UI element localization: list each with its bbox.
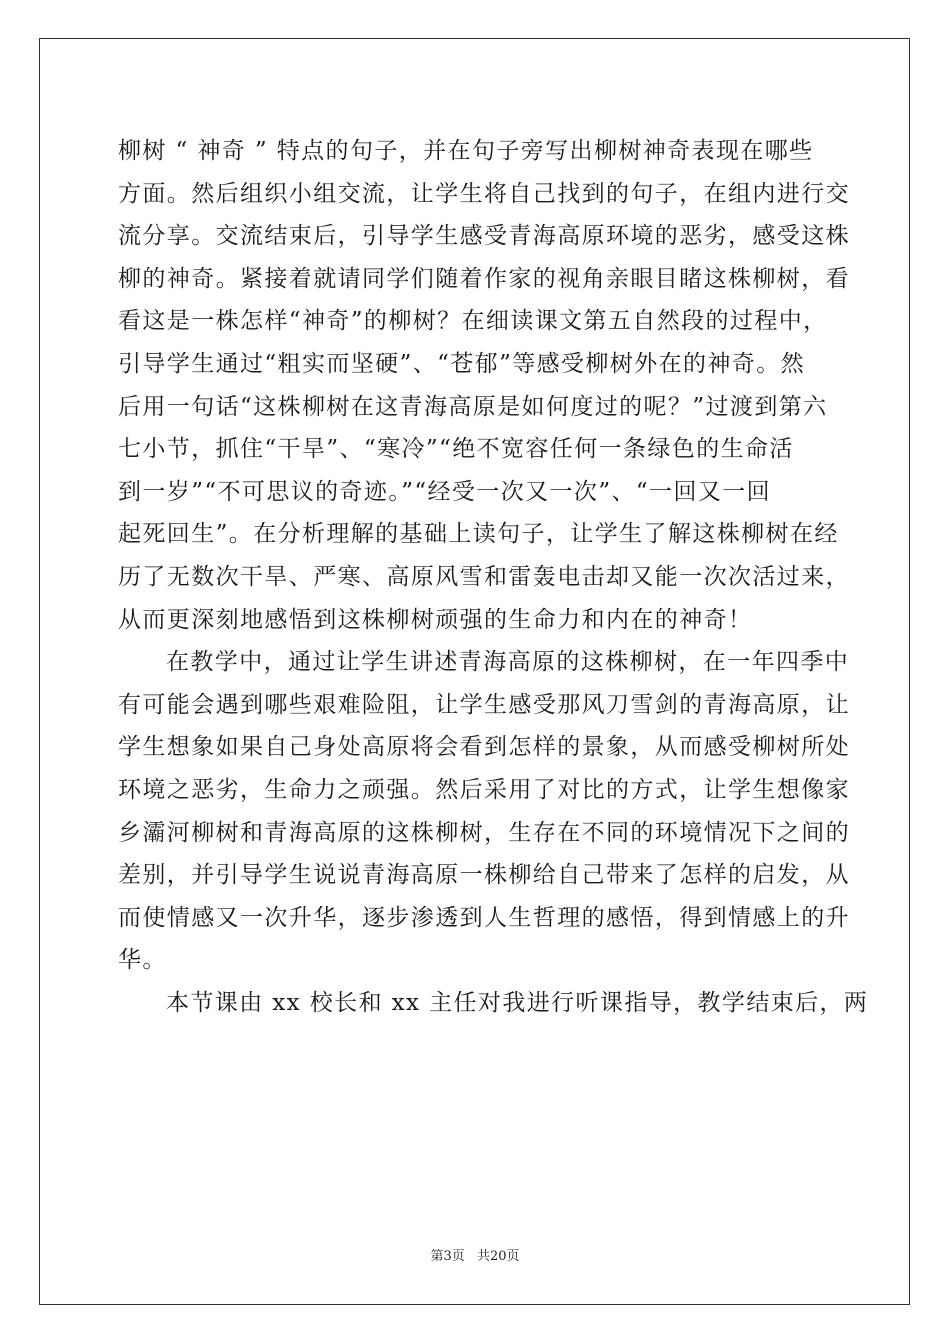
text-line: 后用一句话“这株柳树在这青海高原是如何度过的呢？”过渡到第六 — [118, 393, 828, 420]
text-line: 看这是一株怎样“神奇”的柳树？在细读课文第五自然段的过程中， — [118, 308, 828, 335]
text-line: 乡灞河柳树和青海高原的这株柳树，生存在不同的环境情况下之间的 — [118, 819, 850, 846]
text-line: 从而更深刻地感悟到这株柳树顽强的生命力和内在的神奇！ — [118, 606, 753, 633]
text-line: 到一岁”“不可思议的奇迹。”“经受一次又一次”、“一回又一回 — [118, 478, 772, 505]
paragraph-2 — [118, 641, 850, 982]
text-line: 七小节，抓住“干旱”、“寒冷”“绝不宽容任何一条绿色的生命活 — [118, 436, 794, 463]
page-footer — [0, 1245, 950, 1264]
document-body — [118, 130, 869, 1024]
text-line: 流分享。交流结束后，引导学生感受青海高原环境的恶劣，感受这株 — [118, 223, 850, 250]
page-number: 第3页 — [430, 1249, 465, 1264]
text-line: 本节课由 xx 校长和 xx 主任对我进行听课指导，教学结束后，两 — [166, 989, 869, 1016]
paragraph-3 — [118, 982, 869, 1025]
text-line: 历了无数次干旱、严寒、高原风雪和雷轰电击却又能一次次活过来， — [118, 563, 850, 590]
text-line: 环境之恶劣，生命力之顽强。然后采用了对比的方式，让学生想像家 — [118, 776, 850, 803]
text-line: 在教学中，通过让学生讲述青海高原的这株柳树，在一年四季中 — [166, 649, 850, 676]
text-line: 方面。然后组织小组交流，让学生将自己找到的句子，在组内进行交 — [118, 180, 850, 207]
text-line: 柳的神奇。紧接着就请同学们随着作家的视角亲眼目睹这株柳树，看 — [118, 265, 850, 292]
page-total: 共20页 — [476, 1249, 520, 1264]
text-line: 差别，并引导学生说说青海高原一株柳给自己带来了怎样的启发，从 — [118, 862, 850, 889]
text-line: 华。 — [118, 947, 167, 974]
text-line: 有可能会遇到哪些艰难险阻，让学生感受那风刀雪剑的青海高原，让 — [118, 691, 850, 718]
text-line: 而使情感又一次升华，逐步渗透到人生哲理的感悟，得到情感上的升 — [118, 904, 850, 931]
text-line: 柳树 “ 神奇 ” 特点的句子，并在句子旁写出柳树神奇表现在哪些 — [118, 138, 814, 164]
text-line: 学生想象如果自己身处高原将会看到怎样的景象，从而感受柳树所处 — [118, 734, 850, 761]
text-line: 起死回生”。在分析理解的基础上读句子，让学生了解这株柳树在经 — [118, 521, 839, 548]
paragraph-1 — [118, 130, 850, 641]
text-line: 引导学生通过“粗实而坚硬”、“苍郁”等感受柳树外在的神奇。然 — [118, 350, 806, 377]
